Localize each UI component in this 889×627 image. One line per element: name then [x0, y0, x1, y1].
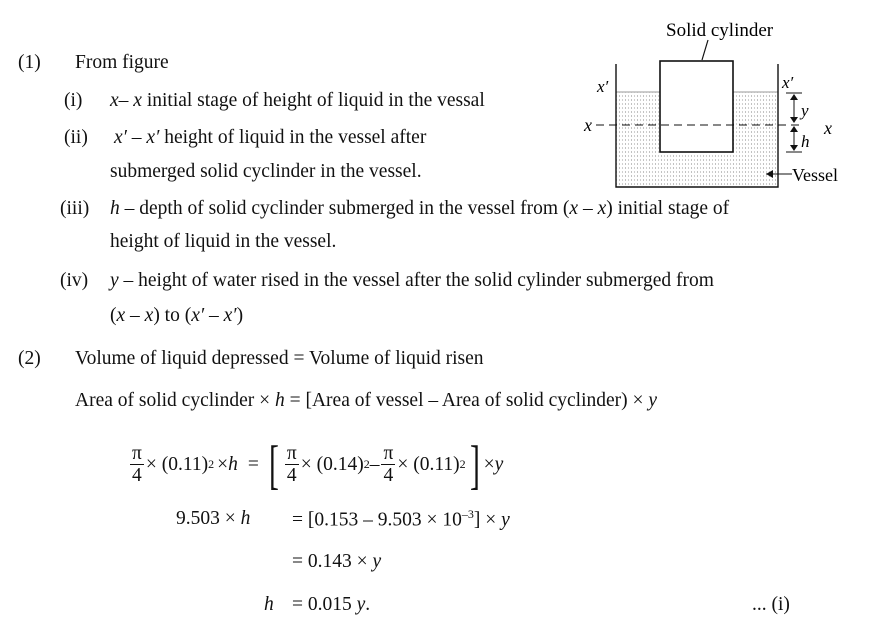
item-i-text: x– x initial stage of height of liquid in the vessal [110, 90, 485, 111]
item-iv-text: y – height of water rised in the vessel after the solid cylinder submerged from [110, 270, 714, 291]
title-pointer [702, 40, 708, 60]
label-x-prime-right: x′ [782, 73, 794, 92]
item-iii-text: h – depth of solid cyclinder submerged in the vessel from (x – x) initial stage of [110, 198, 730, 219]
label-vessel: Vessel [792, 165, 838, 185]
equation-2-left: 9.503 × h [176, 508, 251, 529]
item-iv-text-line2: (x – x) to (x′ – x′) [110, 305, 244, 326]
section-2-number: (2) [18, 348, 41, 369]
label-h: h [801, 132, 810, 151]
item-iii-text-line2: height of liquid in the vessel. [110, 231, 337, 252]
equation-4-tag: ... (i) [752, 594, 790, 615]
section-2-line1: Volume of liquid depressed = Volume of liquid risen [75, 348, 484, 369]
item-iii-number: (iii) [60, 198, 90, 219]
section-1-number: (1) [18, 52, 41, 73]
fraction-pi-over-4-c: $\frac{\pi}{4}$ [383, 442, 394, 487]
equation-2-right: = $[0.153 - 9.503 \times 10^{-3}] \times y$ [292, 507, 510, 531]
equation-1: $\frac{\pi}{4}$ × (0.11) 2 × h = [ $\frac{\pi}{4}$ × (0.14) 2 – $\frac{\pi}{4}$ × (0.11) 2 ] × y [132, 435, 504, 495]
section-1-heading: From figure [75, 52, 169, 73]
solid-cylinder [660, 61, 733, 152]
equation-4-right: = 0.015 y. [292, 594, 371, 615]
vessel-cylinder-diagram [570, 14, 870, 194]
fraction-pi-over-4: $\frac{\pi}{4}$ [132, 442, 142, 487]
fraction-pi-over-4-b: $\frac{\pi}{4}$ [286, 442, 297, 487]
label-x-left: x [584, 115, 592, 135]
item-i-number: (i) [64, 90, 83, 111]
item-ii-number: (ii) [64, 127, 88, 148]
label-y: y [801, 101, 809, 120]
item-ii-text-line2: submerged solid cyclinder in the vessel. [110, 161, 422, 182]
item-iv-number: (iv) [60, 270, 89, 291]
label-x-right: x [824, 118, 832, 138]
label-x-prime-left: x′ [597, 77, 609, 96]
equation-4-left: h [264, 594, 274, 615]
item-ii-text: x′ – x′ height of liquid in the vessel after [114, 127, 427, 148]
figure-title: Solid cylinder [666, 20, 774, 41]
section-2-line2: Area of solid cyclinder × h = [Area of vessel – Area of solid cyclinder) × y [75, 390, 658, 411]
equation-3: = 0.143 × y [292, 551, 382, 572]
